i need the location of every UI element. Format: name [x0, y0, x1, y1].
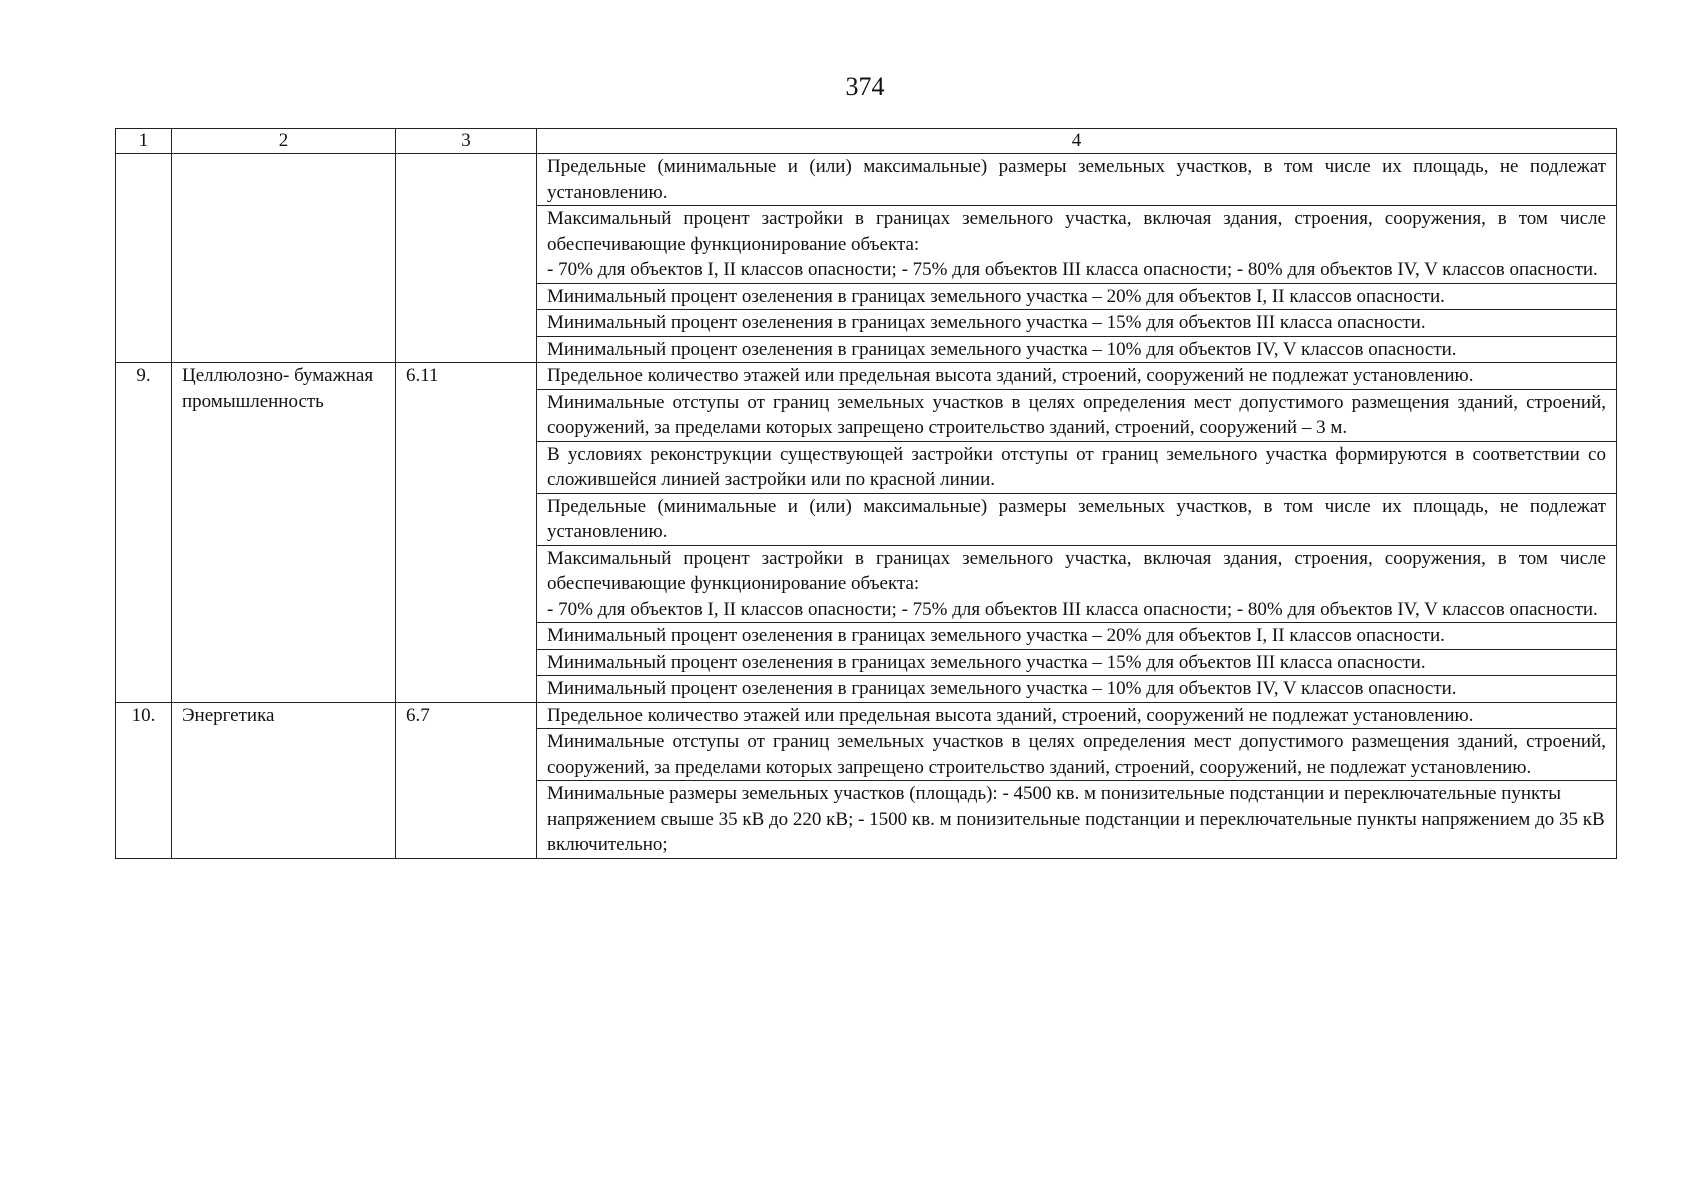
list-item: - 1500 кв. м понизительные подстанции и переключательные пункты напряжением до 35 кВ включительно;	[547, 808, 1605, 855]
condition-cell: Предельное количество этажей или предельная высота зданий, строений, сооружений не подлежат установлению.	[537, 363, 1617, 390]
column-header: 2	[172, 129, 396, 154]
condition-cell	[537, 545, 1617, 623]
empty-cell	[396, 154, 537, 363]
list-item: - 70% для объектов I, II классов опасности;	[547, 598, 897, 620]
condition-cell: Минимальные отступы от границ земельных участков в целях определения мест допустимого размещения зданий, строений, сооружений, за пределами которых запрещено строительство зданий, строений, сооружений, не подлежат установлению.	[537, 729, 1617, 781]
condition-cell: Минимальный процент озеленения в границах земельного участка – 20% для объектов I, II классов опасности.	[537, 623, 1617, 650]
row-number: 9.	[116, 363, 172, 703]
list-item: - 75% для объектов III класса опасности;	[901, 598, 1233, 620]
table-row	[116, 363, 1617, 390]
condition-cell: В условиях реконструкции существующей застройки отступы от границ земельного участка формируются в соответствии со сложившейся линией застройки или по красной линии.	[537, 441, 1617, 493]
condition-text: Максимальный процент застройки в границах земельного участка, включая здания, строения, сооружения, в том числе обеспечивающие функционирование объекта:	[547, 547, 1606, 594]
condition-cell: Предельные (минимальные и (или) максимальные) размеры земельных участков, в том числе их площадь, не подлежат установлению.	[537, 154, 1617, 206]
table-row	[116, 702, 1617, 729]
column-header: 4	[537, 129, 1617, 154]
activity-name	[172, 363, 396, 703]
list-item: - 70% для объектов I, II классов опасности;	[547, 259, 897, 280]
regulations-table	[115, 128, 1617, 859]
condition-cell: Минимальные отступы от границ земельных участков в целях определения мест допустимого размещения зданий, строений, сооружений, за пределами которых запрещено строительство зданий, строений, сооружений – 3 м.	[537, 389, 1617, 441]
header-row	[116, 129, 1617, 154]
table-row	[116, 154, 1617, 206]
activity-name: Энергетика	[172, 702, 396, 858]
activity-code: 6.7	[396, 702, 537, 858]
condition-cell	[537, 206, 1617, 284]
condition-cell: Минимальный процент озеленения в границах земельного участка – 10% для объектов IV, V классов опасности.	[537, 676, 1617, 703]
condition-text: Максимальный процент застройки в границах земельного участка, включая здания, строения, сооружения, в том числе обеспечивающие функционирование объекта:	[547, 208, 1606, 255]
condition-cell: Минимальный процент озеленения в границах земельного участка – 10% для объектов IV, V классов опасности.	[537, 336, 1617, 363]
activity-name-line: Целлюлозно-	[182, 365, 290, 386]
condition-cell: Минимальный процент озеленения в границах земельного участка – 15% для объектов III класса опасности.	[537, 310, 1617, 337]
condition-cell: Предельные (минимальные и (или) максимальные) размеры земельных участков, в том числе их площадь, не подлежат установлению.	[537, 493, 1617, 545]
activity-name-line: бумажная	[294, 365, 374, 386]
page-number: 374	[845, 72, 885, 101]
condition-cell: Минимальный процент озеленения в границах земельного участка – 20% для объектов I, II классов опасности.	[537, 283, 1617, 310]
condition-cell: Предельное количество этажей или предельная высота зданий, строений, сооружений не подлежат установлению.	[537, 702, 1617, 729]
row-number: 10.	[116, 702, 172, 858]
condition-cell: Минимальный процент озеленения в границах земельного участка – 15% для объектов III класса опасности.	[537, 649, 1617, 676]
empty-cell	[172, 154, 396, 363]
list-item: - 75% для объектов III класса опасности;	[901, 259, 1233, 280]
condition-cell	[537, 781, 1617, 859]
condition-text: Минимальные размеры земельных участков (площадь):	[547, 783, 998, 804]
list-item: - 4500 кв. м понизительные подстанции и переключательные пункты напряжением свыше 35 кВ до 220 кВ;	[547, 783, 1562, 830]
empty-cell	[116, 154, 172, 363]
column-header: 1	[116, 129, 172, 154]
activity-code: 6.11	[396, 363, 537, 703]
list-item: - 80% для объектов IV, V классов опасности.	[1236, 259, 1598, 280]
list-item: - 80% для объектов IV, V классов опасности.	[1236, 598, 1598, 620]
column-header: 3	[396, 129, 537, 154]
activity-name-line: промышленность	[182, 390, 324, 412]
